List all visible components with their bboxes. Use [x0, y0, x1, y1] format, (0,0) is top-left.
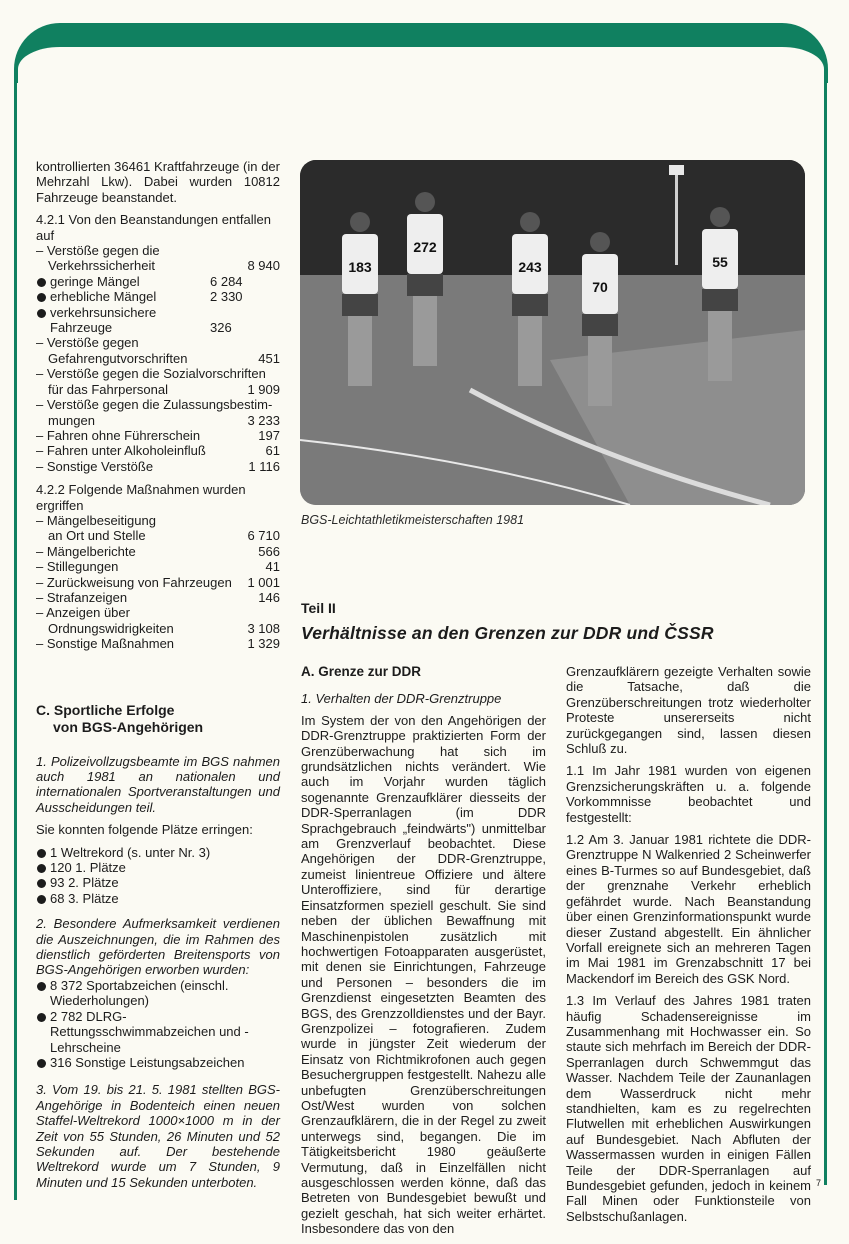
placements-list: [36, 845, 280, 907]
lamp: [669, 165, 684, 175]
page-frame-right: [824, 70, 827, 1185]
stat-label: – Zurückweisung von Fahrzeugen: [36, 574, 232, 590]
stat-item: [36, 575, 280, 590]
page-frame-left: [14, 70, 17, 1200]
stat-value: 41: [265, 559, 280, 575]
paragraph-3: 3. Vom 19. bis 21. 5. 1981 stellten BGS-Angehörige in Bodenteich einen neuen Staffel-Weltrekord 1000×1000 m in der Zeit von 55 Stunden, 26 Minuten und 52 Sekunden auf. Der bestehende Weltrekord wurde um 7 Stunden, 9 Minuten und 15 Sekunden unterboten.: [36, 1082, 280, 1190]
runner-legs: [348, 316, 372, 386]
bib-number: 272: [413, 239, 437, 255]
part-label: Teil II: [301, 600, 336, 616]
stat-value: 3 233: [247, 412, 280, 428]
stat-label: – Fahren ohne Führerschein: [36, 427, 201, 443]
stat-value: 1 116: [248, 458, 280, 474]
stat-item: [36, 544, 280, 559]
photo-caption: BGS-Leichtathletikmeisterschaften 1981: [301, 513, 525, 527]
stat-row: [50, 320, 280, 335]
lamp-post: [675, 170, 678, 265]
subsection-heading: 1. Verhalten der DDR-Grenztruppe: [301, 691, 502, 707]
stat-item: [36, 513, 280, 544]
paragraph-continued: Grenzaufklärern gezeigte Verhalten sowie die Tatsache, daß die Grenzüberschreitungen trotz wiederholter Proteste unsererseits nicht zurückgegangen sind, lassen diesen Schluß zu.: [566, 664, 811, 757]
page-number: 7: [816, 1178, 822, 1188]
stat-value: 2 330: [210, 289, 243, 305]
stat-row: [36, 413, 280, 428]
stat-label: – Fahren unter Alkoholeinfluß: [36, 443, 206, 459]
stat-label: – Strafanzeigen: [36, 589, 128, 605]
bib-number: 243: [518, 259, 542, 275]
section-c-heading: [36, 702, 280, 736]
stat-item: [36, 289, 280, 304]
paragraph-1-3: 1.3 Im Verlauf des Jahres 1981 traten häufig Schadensereignisse im Zusammenhang mit Hochwasser ein. So staute sich mehrfach im Bereich der DDR-Sperranlagen durch Schwemmgut das Wasser. Nachdem Teile der Zaunanlagen dem Wasserdruck nicht mehr standhielten, kam es zu regelrechten Flutwellen mit erheblichen Auswirkungen auf Bundesgebiet. Nach Abfluten der Wassermassen wurden in einigen Fällen Teile der DDR-Sperranlagen auf Bundesgebiet gefunden, jedoch in keinem Fall Minen oder Funktionsteile von Selbstschußanlagen.: [566, 993, 811, 1224]
stat-label: Fahrzeuge: [50, 320, 113, 336]
stat-row: [36, 428, 280, 443]
stat-label: – Verstöße gegen die Sozialvorschriften: [36, 366, 266, 382]
list-item: 1 Weltrekord (s. unter Nr. 3): [36, 845, 280, 860]
runner-head: [710, 207, 730, 227]
stat-label: Ordnungswidrigkeiten: [48, 620, 174, 636]
stat-label: für das Fahrpersonal: [48, 381, 168, 397]
runner-legs: [708, 311, 732, 381]
paragraph-1-followup: Sie konnten folgende Plätze erringen:: [36, 822, 253, 838]
middle-column: [301, 664, 546, 1244]
runner-head: [350, 212, 370, 232]
part-title: Verhältnisse an den Grenzen zur DDR und ČSSR: [301, 623, 714, 643]
stat-label: Gefahrengutvorschriften: [48, 350, 188, 366]
stat-value: 326: [210, 320, 232, 336]
page-frame-top: [14, 23, 828, 83]
photo-illustration: [300, 160, 805, 505]
list-item: 8 372 Sportabzeichen (einschl. Wiederholungen): [36, 978, 280, 1009]
stat-value: 6 710: [247, 528, 280, 544]
stat-value: 1 329: [247, 636, 280, 652]
stat-label: verkehrsunsichere: [50, 304, 157, 320]
stat-label: – Verstöße gegen die Zulassungsbestim-: [36, 397, 273, 413]
stat-value: 1 001: [247, 574, 280, 590]
list-item: 120 1. Plätze: [36, 860, 280, 875]
stat-item: [36, 274, 280, 289]
left-column: [36, 159, 280, 1197]
runner-legs: [518, 316, 542, 386]
runner-legs: [413, 296, 437, 366]
measures-list: [36, 513, 280, 652]
stat-label: – Verstöße gegen die: [36, 243, 160, 259]
paragraph-1: 1. Polizeivollzugsbeamte im BGS nahmen auch 1981 an nationalen und internationalen Sportveranstaltungen und Ausscheidungen teil.: [36, 753, 280, 815]
stat-value: 566: [258, 543, 280, 559]
stat-value: 197: [258, 427, 280, 443]
stat-item: [36, 636, 280, 651]
stat-row: [50, 289, 280, 304]
list-item: 68 3. Plätze: [36, 891, 280, 906]
paragraph-1-2: 1.2 Am 3. Januar 1981 richtete die DDR-Grenztruppe N Walkenried 2 Scheinwerfer eines B-Turmes so auf Bundesgebiet, daß der grenznahe Verkehr erheblich gefährdet wurde. Nach Beanstandung über einen Grenzinformationspunkt wurde dieser Zustand abgestellt. Ein ähnlicher Vorfall ereignete sich an mehreren Tagen im Mai 1981 im Grenzabschnitt 17 bei Mackendorf im Bereich des GSK Nord.: [566, 832, 811, 986]
stat-row: [36, 459, 280, 474]
runner-shorts: [342, 294, 378, 316]
section-a-heading: A. Grenze zur DDR: [301, 664, 422, 679]
section-c: [36, 702, 280, 1191]
bib-number: 70: [592, 279, 608, 295]
stat-value: 1 909: [247, 381, 280, 397]
complaints-list: [36, 243, 280, 474]
stat-label: – Sonstige Maßnahmen: [36, 636, 175, 652]
list-item: 93 2. Plätze: [36, 875, 280, 890]
stat-value: 6 284: [210, 273, 243, 289]
stat-row: [36, 636, 280, 651]
stat-value: 8 940: [247, 258, 280, 274]
heading-line: C. Sportliche Erfolge: [36, 701, 175, 718]
stat-value: 61: [265, 443, 280, 459]
awards-list: [36, 978, 280, 1070]
stat-label: Verkehrssicherheit: [48, 258, 155, 274]
runner-head: [415, 192, 435, 212]
bib-number: 55: [712, 254, 728, 270]
runner-head: [520, 212, 540, 232]
right-column: [566, 664, 811, 1231]
section-heading: 4.2.2 Folgende Maßnahmen wurden ergriffen: [36, 482, 246, 513]
runner-head: [590, 232, 610, 252]
stat-item: [36, 305, 280, 336]
stat-item: [36, 366, 280, 397]
runner-shorts: [702, 289, 738, 311]
stat-label: erhebliche Mängel: [50, 289, 157, 305]
body-paragraph: Im System der von den Angehörigen der DDR-Grenztruppe praktizierten Form der Grenzüberwachung hat sich im grundsätzlichen nichts verändert. Wie auch im Vorjahr wurden täglich sogenannte Grenzaufklärer diesseits der DDR-Sperranlagen (im DDR Sprachgebrauch „feindwärts") unmittelbar am Grenzverlauf beobachtet. Diese Angehörigen der DDR-Grenztruppe, zumeist linientreue Offiziere und ältere Unteroffiziere, sind für derartige Einsatzformen speziell geschult. Sie sind neben der üblichen Bewaffnung mit Maschinenpistolen zusätzlich mit hochwertigen Fotoapparaten ausgerüstet, mit denen sie Einrichtungen, Fahrzeuge und Personen – besonders die im Grenzdienst eingesetzten Beamten des BGS, des Grenzzolldienstes und der Bayr. Grenzpolizei – fotografieren. Zudem wurde in jüngster Zeit wiederum der Einsatz von Richtmikrofonen auch gegen Besuchergruppen festgestellt. Nahezu alle unbefugten Grenzüberschreitungen Ost/West wurden von solchen Grenzaufklärern, die in der Regel zu zweit unterwegs sind, begangen. Die im Tätigkeitsbericht 1980 geäußerte Vermutung, daß in Einzelfällen nicht ausgeschlossen werden könne, daß das Betreten von Bundesgebiet bewußt und gezielt geschah, hat sich weiter erhärtet. Insbesondere das von den: [301, 712, 546, 1237]
list-item: 2 782 DLRG-Rettungsschwimmabzeichen und -Lehrscheine: [36, 1009, 280, 1055]
section-4-2-1: [36, 212, 280, 474]
intro-paragraph: kontrollierten 36461 Kraftfahrzeuge (in der Mehrzahl Lkw). Dabei wurden 10812 Fahrzeuge beanstandet.: [36, 159, 280, 205]
stat-label: an Ort und Stelle: [48, 528, 146, 544]
stat-row: [36, 528, 280, 543]
stat-label: – Anzeigen über: [36, 605, 130, 621]
runner-shorts: [407, 274, 443, 296]
stat-row: [36, 559, 280, 574]
section-4-2-2: [36, 482, 280, 651]
stat-row: [36, 544, 280, 559]
stat-label: – Mängelbeseitigung: [36, 512, 156, 528]
stat-label: – Stillegungen: [36, 559, 119, 575]
stat-item: [36, 243, 280, 274]
runner-shorts: [512, 294, 548, 316]
stat-label: geringe Mängel: [50, 273, 140, 289]
list-item: 316 Sonstige Leistungsabzeichen: [36, 1055, 280, 1070]
stat-row: [36, 590, 280, 605]
stat-item: [36, 397, 280, 428]
stat-value: 3 108: [247, 620, 280, 636]
paragraph-1-1: 1.1 Im Jahr 1981 wurden von eigenen Grenzsicherungskräften u. a. folgende Vorkommnisse beobachtet und festgestellt:: [566, 763, 811, 825]
stat-row: [50, 274, 280, 289]
stat-item: [36, 605, 280, 636]
stat-row: [36, 258, 280, 273]
stat-label: mungen: [48, 412, 95, 428]
stat-item: [36, 443, 280, 458]
stat-row: [36, 351, 280, 366]
stat-label: – Mängelberichte: [36, 543, 136, 559]
stat-value: 146: [258, 589, 280, 605]
runner-shorts: [582, 314, 618, 336]
stat-row: [36, 382, 280, 397]
stat-item: [36, 459, 280, 474]
stat-item: [36, 590, 280, 605]
stat-label: – Sonstige Verstöße: [36, 458, 154, 474]
photo-runners: [300, 160, 805, 505]
paragraph-2: 2. Besondere Aufmerksamkeit verdienen die Auszeichnungen, die im Rahmen des dienstlich geförderten Breitensports von BGS-Angehörigen erworben wurden:: [36, 916, 280, 978]
stat-item: [36, 428, 280, 443]
bib-number: 183: [348, 259, 372, 275]
runner-legs: [588, 336, 612, 406]
heading-line: von BGS-Angehörigen: [53, 718, 204, 735]
stat-value: 451: [258, 350, 280, 366]
section-heading: 4.2.1 Von den Beanstandungen entfallen auf: [36, 212, 271, 243]
stat-row: [36, 443, 280, 458]
stat-item: [36, 559, 280, 574]
stat-item: [36, 335, 280, 366]
stat-row: [36, 621, 280, 636]
stat-label: – Verstöße gegen: [36, 335, 139, 351]
stat-row: [36, 575, 280, 590]
